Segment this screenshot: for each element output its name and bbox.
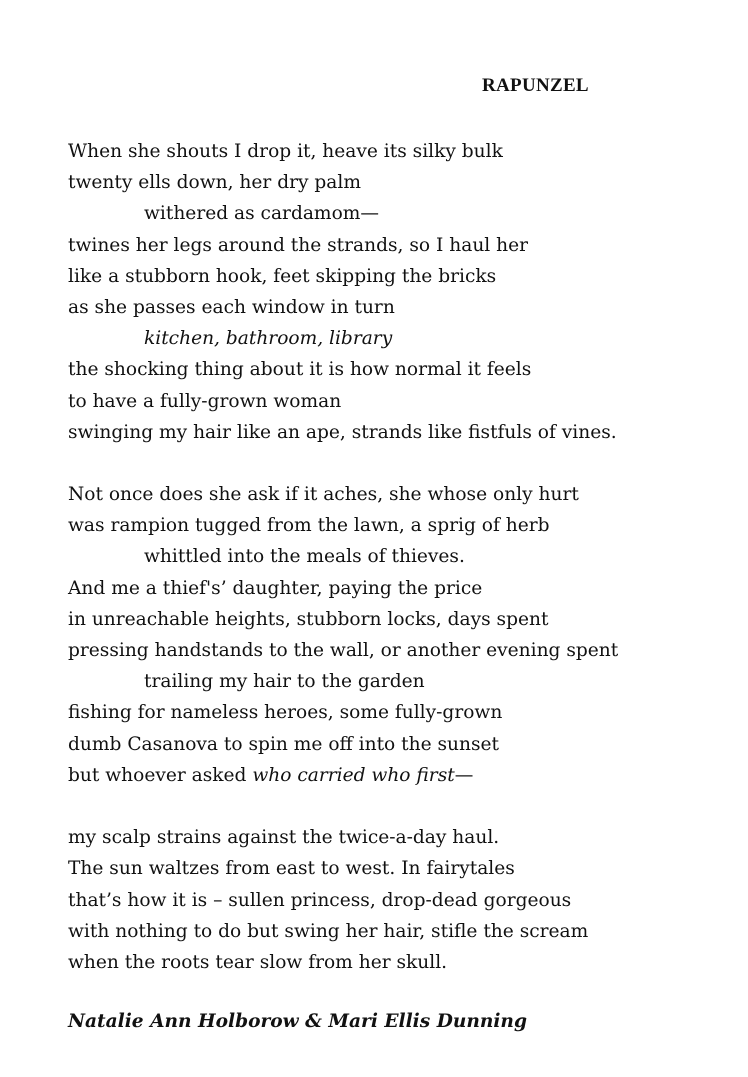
poem-line: kitchen, bathroom, library (144, 328, 393, 350)
poem-title: RAPUNZEL (482, 75, 589, 96)
author-credit: Natalie Ann Holborow & Mari Ellis Dunning (68, 1011, 527, 1032)
poem-line: like a stubborn hook, feet skipping the bricks (68, 265, 497, 287)
poem-line: as she passes each window in turn (68, 296, 395, 318)
poem-line-part: but whoever asked (68, 764, 253, 786)
poem-line: withered as cardamom— (144, 203, 379, 225)
stanza-3 (68, 822, 738, 978)
poem-line-part: — (454, 764, 474, 786)
poem-line: trailing my hair to the garden (144, 671, 425, 693)
stanza-2 (68, 479, 738, 791)
poem-line: And me a thief's’ daughter, paying the price (68, 577, 483, 599)
poem-line: with nothing to do but swing her hair, stifle the scream (68, 920, 589, 942)
poem-line: to have a fully-grown woman (68, 390, 342, 412)
poem-line: Not once does she ask if it aches, she whose only hurt (68, 484, 579, 506)
poem-line: when the roots tear slow from her skull. (68, 951, 448, 973)
poem-line: was rampion tugged from the lawn, a sprig of herb (68, 515, 550, 537)
poem-line: twines her legs around the strands, so I haul her (68, 234, 529, 256)
poem-line: The sun waltzes from east to west. In fairytales (68, 858, 515, 880)
poem-line: that’s how it is – sullen princess, drop-dead gorgeous (68, 889, 572, 911)
poem-line (68, 760, 738, 791)
poem-line: dumb Casanova to spin me off into the sunset (68, 733, 500, 755)
poem-line: whittled into the meals of thieves. (144, 546, 465, 568)
poem-line: twenty ells down, her dry palm (68, 172, 361, 194)
poem-body (68, 136, 738, 1009)
poem-line: pressing handstands to the wall, or another evening spent (68, 640, 619, 661)
poem-line: in unreachable heights, stubborn locks, days spent (68, 608, 549, 630)
poem-line-italic-part: who carried who first (252, 764, 455, 786)
poem-line: When she shouts I drop it, heave its silky bulk (68, 141, 503, 162)
poem-line: my scalp strains against the twice-a-day haul. (68, 827, 500, 849)
stanza-1 (68, 136, 738, 448)
poem-line: swinging my hair like an ape, strands like fistfuls of vines. (68, 421, 617, 443)
poem-line: fishing for nameless heroes, some fully-grown (68, 702, 503, 724)
poem-line: the shocking thing about it is how normal it feels (68, 359, 532, 381)
